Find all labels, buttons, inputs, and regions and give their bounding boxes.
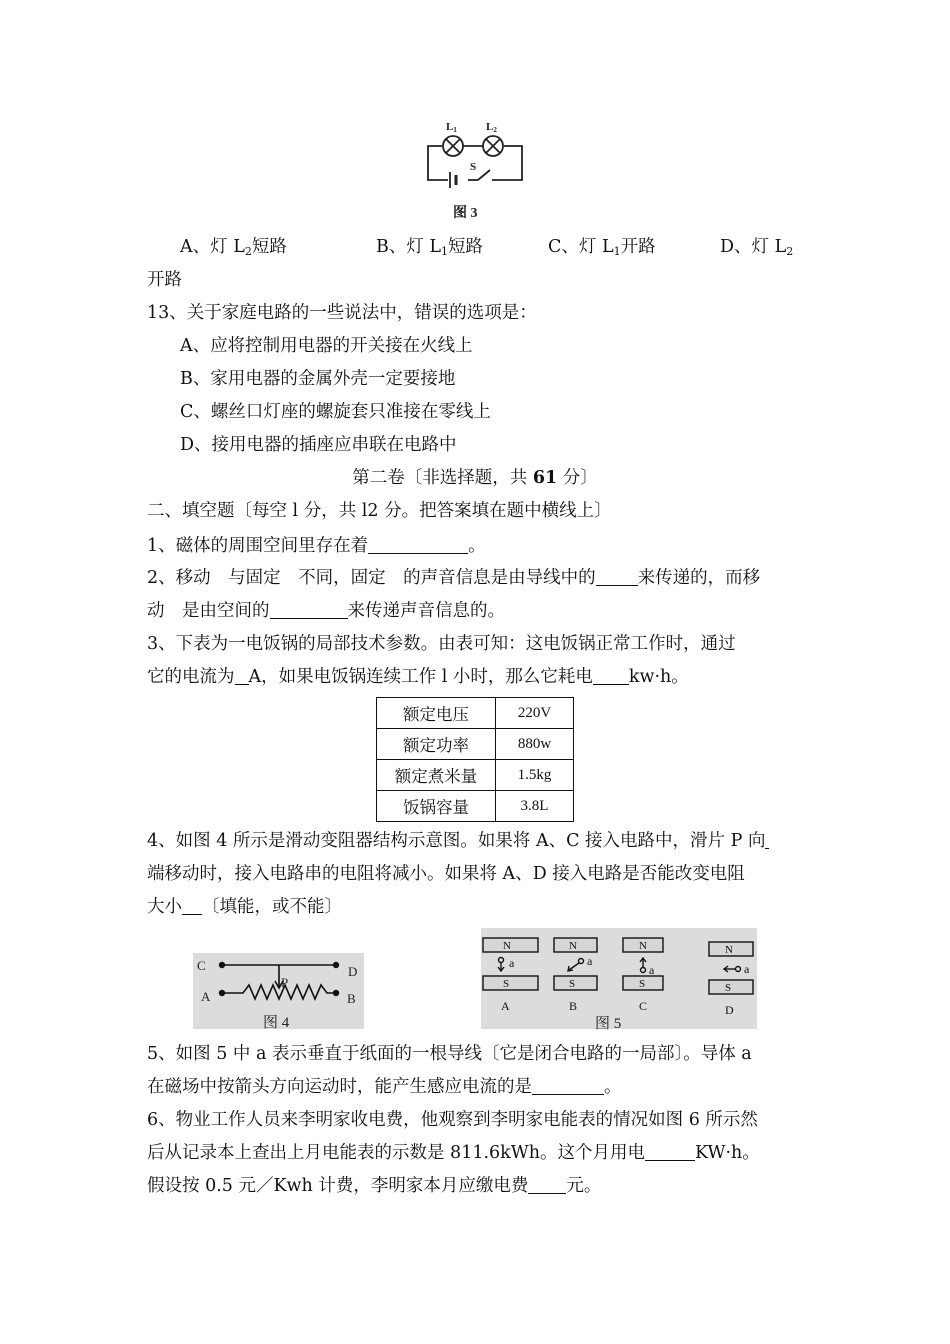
answer-blank[interactable]: [532, 1076, 604, 1095]
part2-title: 第二卷〔非选择题，共 61 分〕: [352, 468, 598, 488]
north-pole-label: N: [639, 940, 647, 952]
terminal-b-label: B: [347, 991, 356, 1006]
answer-blank[interactable]: [645, 1142, 695, 1161]
q13-option-d: D、接用电器的插座应串联在电路中: [180, 435, 457, 455]
terminal-d-label: D: [348, 964, 358, 979]
conductor-a-label: a: [744, 962, 750, 976]
figure-4: [193, 953, 364, 1029]
fill-q2-line2: 动 是由空间的 来传递声音信息的。: [147, 601, 505, 621]
fill-q4-line1: 4、如图 4 所示是滑动变阻器结构示意图。如果将 A、C 接入电路中，滑片 P 向: [147, 830, 769, 852]
param-name: 饭锅容量: [377, 791, 496, 822]
answer-blank[interactable]: [368, 535, 468, 554]
conductor-a-label: a: [587, 954, 593, 968]
param-name: 额定电压: [377, 698, 496, 729]
north-pole-label: N: [725, 944, 733, 956]
section2-heading: 二、填空题〔每空 l 分，共 l2 分。把答案填在题中横线上〕: [147, 501, 612, 521]
south-pole-label: S: [569, 978, 576, 990]
figure-3-circuit: [420, 118, 530, 193]
panel-a-label: A: [501, 999, 510, 1013]
conductor-a-label: a: [509, 956, 515, 970]
figure-5-caption: 图 5: [595, 1016, 622, 1032]
panel-b-label: B: [569, 999, 578, 1013]
param-value: 220V: [496, 698, 574, 729]
fill-q6-line3: 假设按 0.5 元／Kwh 计费，李明家本月应缴电费 元。: [147, 1176, 602, 1196]
answer-blank[interactable]: [528, 1175, 566, 1194]
fill-q6-line2: 后从记录本上查出上月电能表的示数是 811.6kWh。这个月用电 KW·h。: [147, 1143, 760, 1163]
table-row: [377, 729, 574, 760]
lamp-l2-label: L2: [486, 121, 497, 134]
fill-q6-line1: 6、物业工作人员来李明家收电费，他观察到李明家电能表的情况如图 6 所示然: [147, 1110, 758, 1130]
fill-q3-line1: 3、下表为一电饭锅的局部技术参数。由表可知：这电饭锅正常工作时，通过: [147, 634, 736, 654]
south-pole-label: S: [639, 978, 646, 990]
answer-blank[interactable]: [235, 666, 249, 685]
q12-option-b: B、灯 $L_1$短路: [376, 237, 484, 258]
q12-option-a: A、灯 $L_2$短路: [180, 237, 287, 258]
north-pole-label: N: [503, 940, 511, 952]
fill-q4-line3: 大小 〔填能，或不能〕: [147, 897, 342, 917]
q12-option-d-wrap: 开路: [147, 270, 182, 290]
slider-p-label: P: [281, 975, 289, 990]
south-pole-label: S: [725, 982, 732, 994]
terminal-c-label: C: [197, 958, 206, 973]
lamp-l1-label: L1: [446, 121, 457, 134]
fill-q5-line2: 在磁场中按箭头方向运动时，能产生感应电流的是 。: [147, 1077, 622, 1097]
q13-option-c: C、螺丝口灯座的螺旋套只准接在零线上: [180, 402, 491, 422]
figure-3-caption: 图 3: [453, 206, 478, 221]
table-row: [377, 791, 574, 822]
panel-d-label: D: [725, 1003, 734, 1017]
answer-blank[interactable]: [593, 666, 629, 685]
fill-q2-line1: 2、移动 与固定 不同，固定 的声音信息是由导线中的 来传递的，而移: [147, 568, 761, 588]
table-row: [377, 698, 574, 729]
fill-q3-line2: 它的电流为 A，如果电饭锅连续工作 l 小时，那么它耗电 kw·h。: [147, 667, 689, 687]
q12-option-c: C、灯 $L_1$开路: [548, 237, 656, 258]
panel-c-label: C: [639, 999, 648, 1013]
figure-4-caption: 图 4: [263, 1015, 290, 1031]
table-row: [377, 760, 574, 791]
q13-option-b: B、家用电器的金属外壳一定要接地: [180, 369, 456, 389]
figure-5: [481, 928, 757, 1032]
figure-3: [420, 118, 530, 224]
q12-option-d: D、灯 $L_2$: [720, 237, 794, 258]
param-value: 1.5kg: [496, 760, 574, 791]
param-name: 额定功率: [377, 729, 496, 760]
rice-cooker-params-table: [376, 697, 574, 822]
q13-stem: 13、关于家庭电路的一些说法中，错误的选项是：: [147, 303, 537, 323]
north-pole-label: N: [569, 940, 577, 952]
answer-blank[interactable]: [596, 567, 638, 586]
param-value: 3.8L: [496, 791, 574, 822]
param-value: 880w: [496, 729, 574, 760]
answer-blank[interactable]: [270, 600, 348, 619]
param-name: 额定煮米量: [377, 760, 496, 791]
fill-q1: 1、磁体的周围空间里存在着 。: [147, 536, 486, 556]
conductor-a-label: a: [649, 963, 655, 977]
fill-q4-line2: 端移动时，接入电路串的电阻将减小。如果将 A、D 接入电路是否能改变电阻: [147, 864, 745, 884]
q13-option-a: A、应将控制用电器的开关接在火线上: [180, 336, 473, 356]
south-pole-label: S: [503, 978, 510, 990]
terminal-a-label: A: [201, 989, 211, 1004]
answer-blank[interactable]: [765, 830, 769, 849]
answer-blank[interactable]: [182, 896, 202, 915]
switch-label: S: [470, 161, 477, 173]
fill-q5-line1: 5、如图 5 中 a 表示垂直于纸面的一根导线〔它是闭合电路的一局部〕。导体 a: [147, 1044, 752, 1064]
